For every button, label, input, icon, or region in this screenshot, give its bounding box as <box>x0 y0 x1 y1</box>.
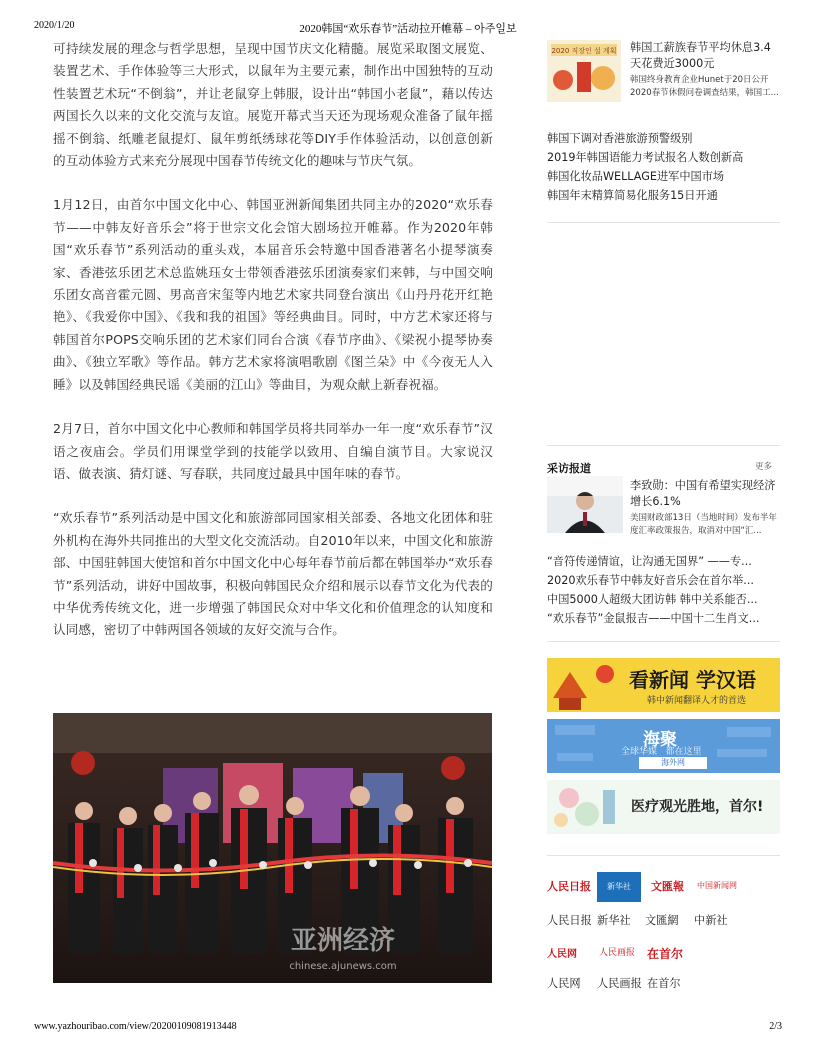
print-date: 2020/1/20 <box>34 20 75 31</box>
banner-title: 海聚 <box>643 730 677 750</box>
news-link[interactable]: “欢乐春节”金鼠报吉——中国十二生肖文... <box>547 612 760 625</box>
interview-item[interactable] <box>547 476 780 538</box>
partner-label[interactable]: 人民日报 <box>547 914 592 927</box>
watermark-cn: 亚洲经济 <box>290 926 396 956</box>
news-link[interactable]: 2019年韩国语能力考试报名人数创新高 <box>547 151 744 164</box>
article-paragraph: 2月7日，首尔中国文化中心教师和韩国学员将共同举办一年一度“欢乐春节”汉语之夜庙会。学员们用课堂学到的技能学以致用、自编自演节目。大家说汉语、做表演、猜灯谜、写春联，共同度过最具中国年味的春节。 <box>53 421 493 481</box>
article-paragraph: 1月12日，由首尔中国文化中心、韩国亚洲新闻集团共同主办的2020“欢乐春节——中韩友好音乐会”将于世宗文化会馆大剧场拉开帷幕。作为2020年韩国“欢乐春节”系列活动的重头戏，本届音乐会特邀中国香港著名小提琴演奏家、香港弦乐团艺术总监姚珏女士带领香港弦乐团演奏家们来韩，与中国交响乐团女高音霍元圆、男高音宋玺等内地艺术家共同登台演出《山丹丹花开红艳艳》、《我爱你中国》、《我和我的祖国》等经典曲目。同时，中方艺术家还将与韩国首尔POPS交响乐团的艺术家们同台合演《春节序曲》、《梁祝小提琴协奏曲》、《独立军歌》等作品。韩方艺术家将演唱歌剧《图兰朵》中《今夜无人入睡》以及韩国经典民谣《美丽的江山》等曲目，为观众献上新春祝福。 <box>53 197 493 392</box>
divider <box>547 855 780 856</box>
divider <box>547 445 780 446</box>
people-pictorial-logo[interactable]: 人民画报 <box>599 948 636 958</box>
people-cn-logo[interactable]: 人民网 <box>547 949 577 960</box>
wenweipo-logo[interactable]: 文匯報 <box>651 880 684 893</box>
interview-desc: 美国财政部13日（当地时间）发布半年度汇率政策报告，取消对中国“汇... <box>630 513 777 536</box>
news-link[interactable]: 中国5000人超级大团访韩 韩中关系能否... <box>547 593 758 606</box>
featured-news[interactable] <box>547 38 780 106</box>
divider <box>547 641 780 642</box>
partner-label[interactable]: 新华社 <box>597 914 631 927</box>
partner-label[interactable]: 中新社 <box>694 914 728 927</box>
banner-sub: 全球华媒 都在这里 <box>621 747 702 757</box>
interview-thumbnail[interactable] <box>547 476 623 533</box>
zaishouer-logo[interactable]: 在首尔 <box>647 947 684 961</box>
more-link[interactable]: 更多 <box>754 462 772 472</box>
banner-medical-tourism[interactable] <box>547 780 780 834</box>
banner-chinese-news[interactable] <box>547 658 780 712</box>
print-page: 2/3 <box>769 1021 782 1032</box>
banner-title: 医疗观光胜地，首尔! <box>631 799 764 815</box>
print-title: 2020韩国“欢乐春节”活动拉开帷幕 – 아주일보 <box>299 23 517 35</box>
watermark-url: chinese.ajunews.com <box>289 961 397 972</box>
portrait-thumbnail <box>547 476 623 533</box>
print-header <box>34 20 782 34</box>
news-link[interactable]: 2020欢乐春节中韩友好音乐会在首尔举... <box>547 574 754 587</box>
banner-haiju[interactable] <box>547 719 780 773</box>
ribbon-cutting-photo <box>53 713 492 983</box>
news-link[interactable]: 韩国年末精算简易化服务15日开通 <box>547 189 718 202</box>
news-links <box>547 129 780 205</box>
article-paragraph: “欢乐春节”系列活动是中国文化和旅游部同国家相关部委、各地文化团体和驻外机构在海外共同推出的大型文化交流活动。自2010年以来，中国文化和旅游部、中国驻韩国大使馆和首尔中国文化中心每年春节前后都在韩国举办“欢乐春节”系列活动，讲好中国故事，积极向韩国民众介绍和展示以春节文化为代表的中华优秀传统文化，进一步增强了韩国民众对中华文化和价值理念的认知度和认同感，密切了中韩两国各领域的友好交流与合作。 <box>53 510 493 638</box>
partner-label[interactable]: 文匯網 <box>645 914 679 927</box>
people-daily-logo[interactable]: 人民日报 <box>547 881 591 893</box>
haiwai-logo: 海外网 <box>639 757 707 769</box>
interview-title[interactable]: 李致勋：中国有希望实现经济增长6.1% <box>630 479 776 508</box>
partner-label[interactable]: 人民网 <box>547 977 581 990</box>
xinhua-logo[interactable]: 新华社 <box>597 872 641 902</box>
interview-links <box>547 552 780 628</box>
banner-title: 看新闻 学汉语 <box>629 668 756 692</box>
svg-text:2020 직장인 설 계획: 2020 직장인 설 계획 <box>551 47 617 55</box>
article-body <box>53 38 493 664</box>
partner-label[interactable]: 在首尔 <box>647 977 681 990</box>
chinanews-logo[interactable]: 中国新闻网 <box>697 881 737 890</box>
print-footer <box>34 1021 782 1035</box>
new-year-thumbnail <box>547 40 621 102</box>
featured-title[interactable]: 韩国工薪族春节平均休息3.4天花费近3000元 <box>630 41 771 70</box>
partner-label[interactable]: 人民画报 <box>597 977 642 990</box>
print-url: www.yazhouribao.com/view/20200109081913448 <box>34 1021 237 1032</box>
featured-desc: 韩国终身教育企业Hunet于20日公开2020春节休假问卷调查结果，韩国工... <box>630 75 779 98</box>
article-photo <box>53 713 492 983</box>
news-link[interactable]: 韩国下调对香港旅游预警级别 <box>547 132 693 145</box>
partner-logos <box>547 872 780 990</box>
section-title: 采访报道 <box>547 462 591 475</box>
news-link[interactable]: “音符传递情谊，让沟通无国界” ——专... <box>547 555 752 568</box>
banner-subtitle: 韩中新闻翻译人才的首选 <box>647 696 747 706</box>
featured-thumbnail[interactable] <box>547 40 621 102</box>
divider <box>547 222 780 223</box>
article-paragraph: 可持续发展的理念与哲学思想，呈现中国节庆文化精髓。展览采取图文展览、装置艺术、手作体验等三大形式，以鼠年为主要元素，制作出中国独特的互动性装置艺术玩“不倒翁”，并让老鼠穿上韩服，设计出“韩国小老鼠”，藉以传达两国长久以来的文化交流与友谊。展览开幕式当天还为现场观众准备了鼠年摇摇不倒翁、纸雕老鼠提灯、鼠年剪纸绣球花等DIY手作体验活动，以创意创新的互动体验方式来充分展现中国春节传统文化的趣味与节庆气氛。 <box>53 41 493 169</box>
news-link[interactable]: 韩国化妆品WELLAGE进军中国市场 <box>547 170 725 183</box>
